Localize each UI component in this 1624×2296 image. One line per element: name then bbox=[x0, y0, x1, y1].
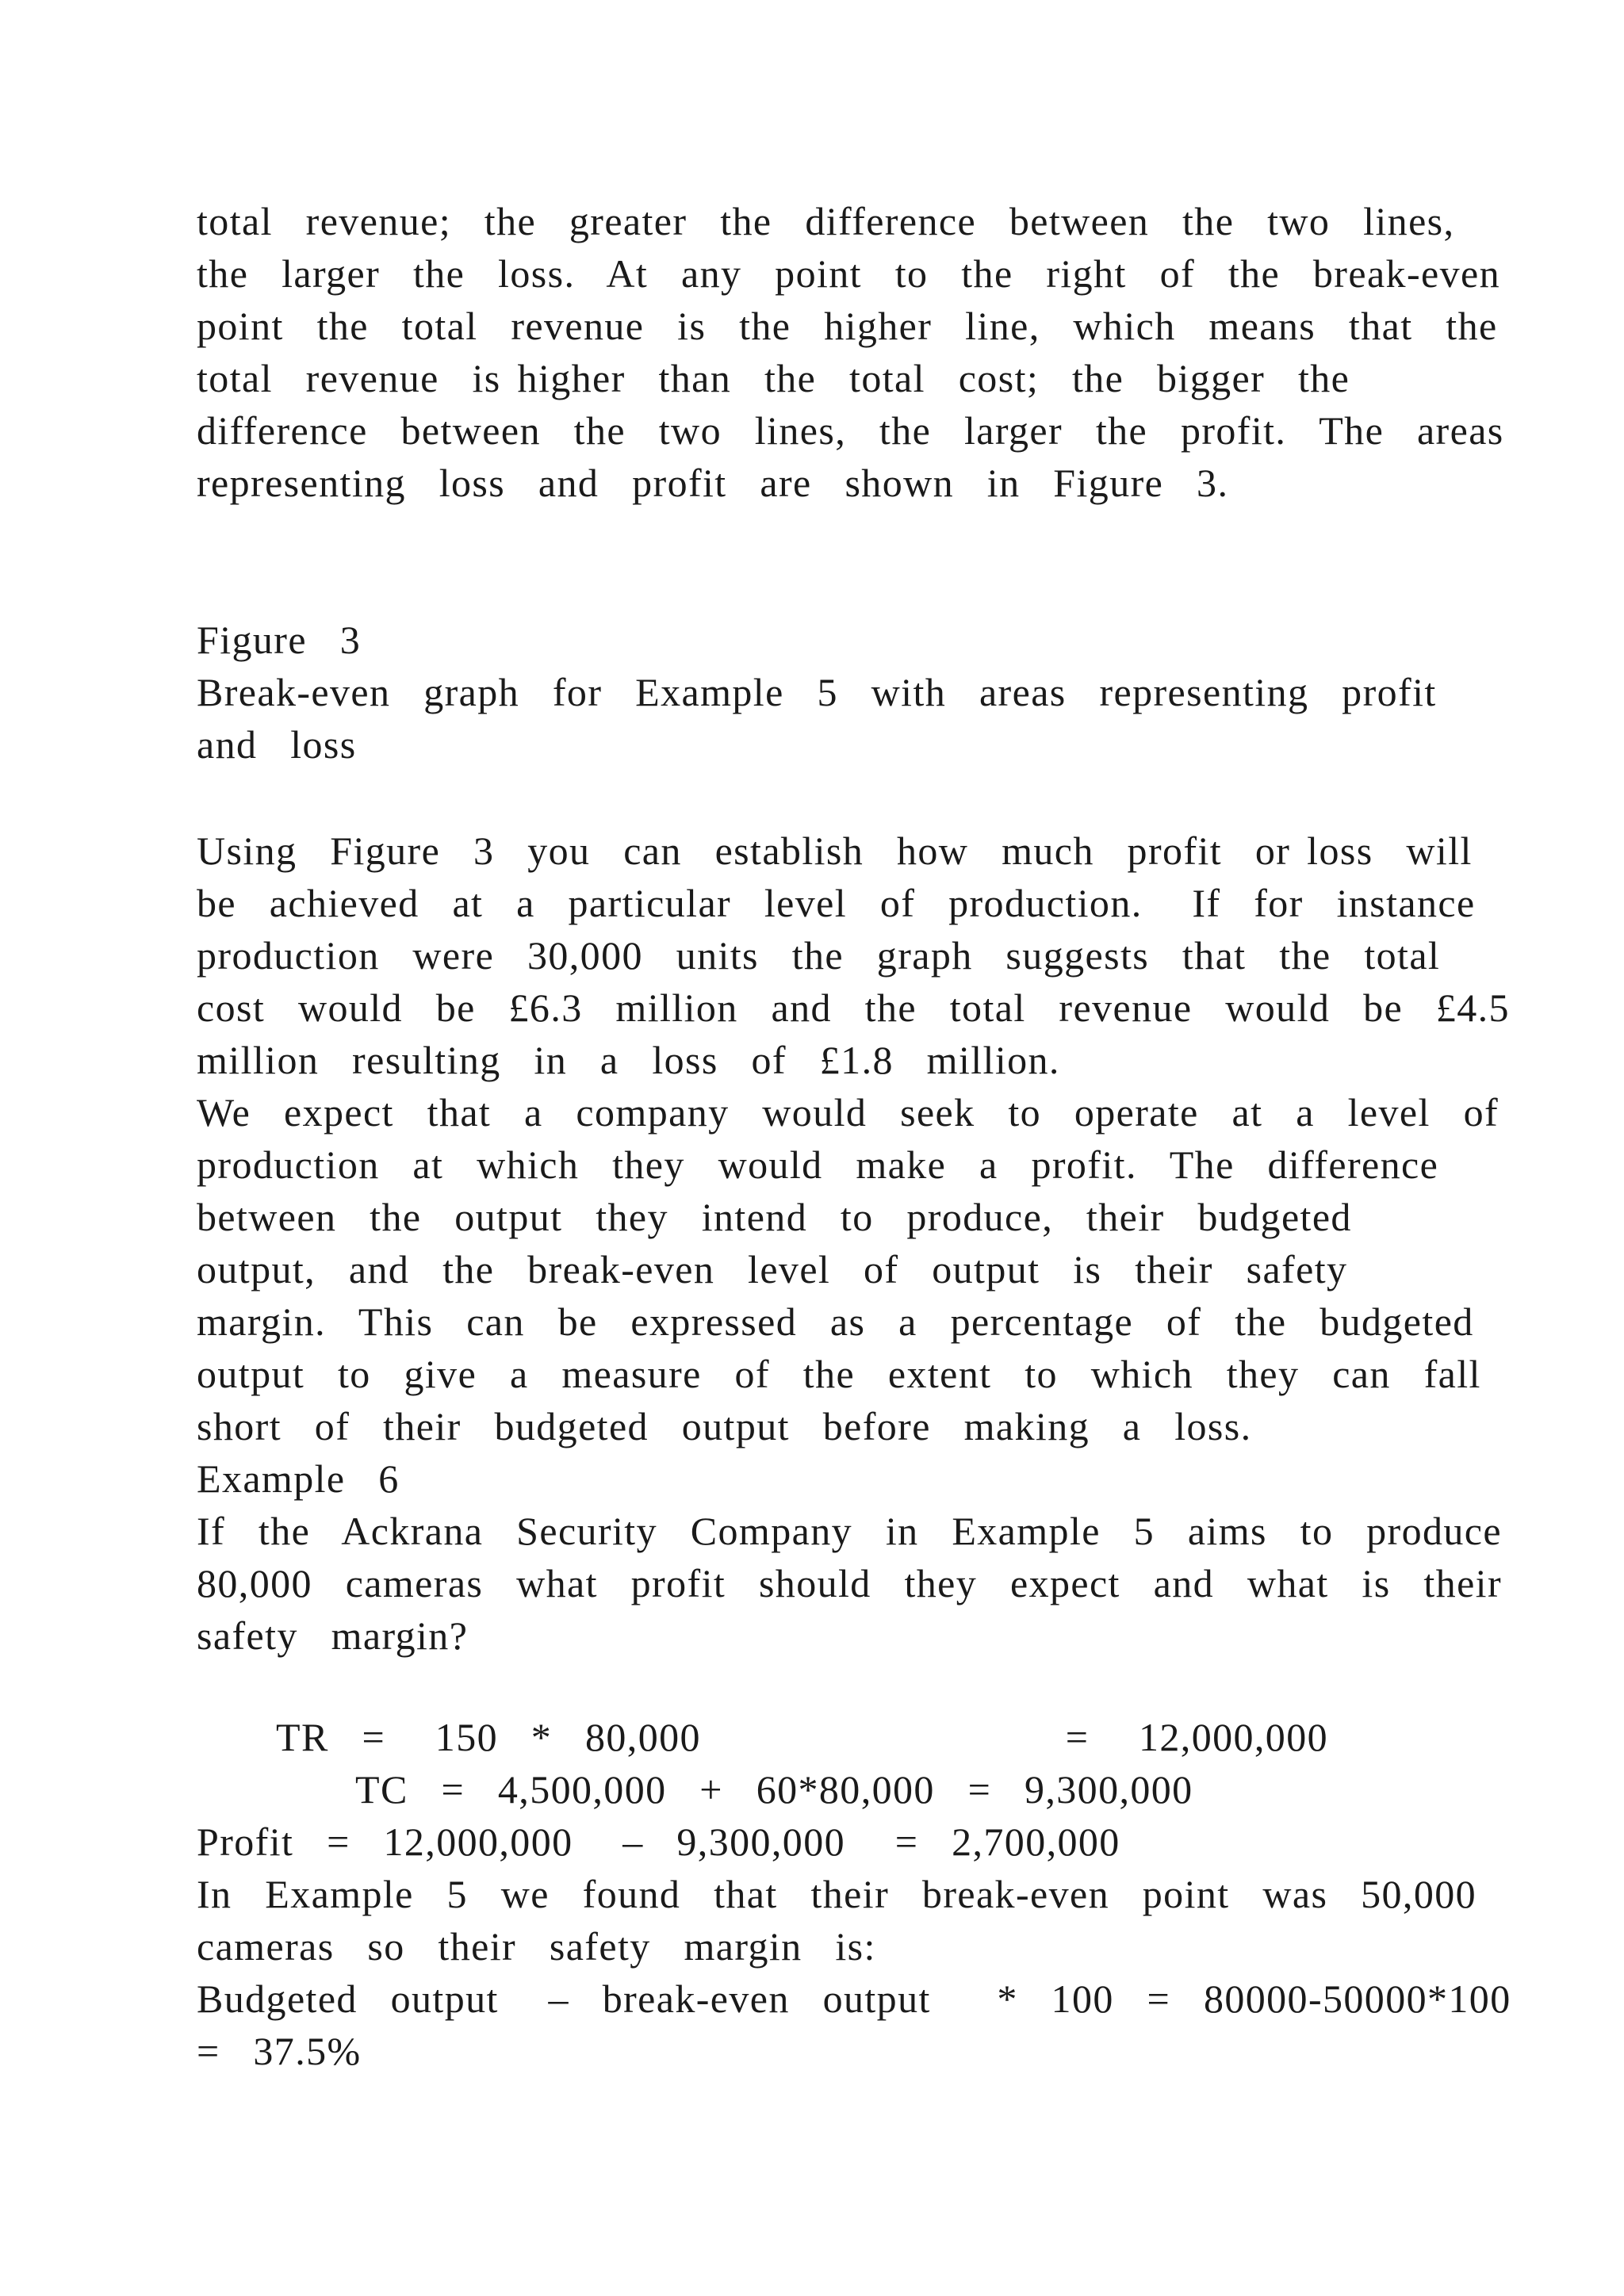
text-line: output, and the break-even level of output is their safety bbox=[197, 1247, 1348, 1292]
text-line: 80,000 cameras what profit should they expect and what is their bbox=[197, 1561, 1503, 1605]
text-line: the larger the loss. At any point to the right of the break-even bbox=[197, 251, 1500, 296]
text-line: safety margin? bbox=[197, 1613, 469, 1658]
text-line: If the Ackrana Security Company in Example 5 aims to produce bbox=[197, 1509, 1502, 1553]
total-cost-equation: TC = 4,500,000 + 60*80,000 = 9,300,000 bbox=[355, 1767, 1193, 1812]
text-line: production at which they would make a profit. The difference bbox=[197, 1142, 1439, 1187]
text-line: cost would be £6.3 million and the total revenue would be £4.5 bbox=[197, 985, 1510, 1030]
profit-equation: Profit = 12,000,000 – 9,300,000 = 2,700,000 bbox=[197, 1820, 1120, 1864]
text-line: between the output they intend to produce, their budgeted bbox=[197, 1195, 1352, 1239]
example-heading: Example 6 bbox=[197, 1456, 400, 1501]
text-line: production were 30,000 units the graph suggests that the total bbox=[197, 933, 1441, 978]
figure-caption: Break-even graph for Example 5 with areas representing profit bbox=[197, 670, 1437, 714]
text-line: total revenue; the greater the difference between the two lines, bbox=[197, 199, 1455, 243]
text-line: short of their budgeted output before making a loss. bbox=[197, 1404, 1252, 1448]
figure-caption: and loss bbox=[197, 722, 357, 767]
text-line: margin. This can be expressed as a percentage of the budgeted bbox=[197, 1299, 1474, 1344]
text-line: difference between the two lines, the larger the profit. The areas bbox=[197, 408, 1504, 453]
text-line: million resulting in a loss of £1.8 million. bbox=[197, 1038, 1060, 1082]
total-revenue-equation: TR = 150 * 80,000 = 12,000,000 bbox=[276, 1715, 1328, 1759]
safety-margin-equation: Budgeted output – break-even output * 100 = 80000-50000*100 bbox=[197, 1976, 1511, 2021]
text-line: output to give a measure of the extent to which they can fall bbox=[197, 1352, 1481, 1396]
text-line: Using Figure 3 you can establish how much profit or loss will bbox=[197, 828, 1473, 873]
safety-margin-result: = 37.5% bbox=[197, 2029, 362, 2073]
text-line: point the total revenue is the higher line, which means that the bbox=[197, 304, 1498, 348]
text-line: We expect that a company would seek to operate at a level of bbox=[197, 1090, 1500, 1135]
text-line: In Example 5 we found that their break-even point was 50,000 bbox=[197, 1872, 1477, 1916]
text-line: cameras so their safety margin is: bbox=[197, 1924, 876, 1969]
figure-label: Figure 3 bbox=[197, 618, 362, 662]
text-line: representing loss and profit are shown in Figure 3. bbox=[197, 461, 1229, 505]
text-line: be achieved at a particular level of production. If for instance bbox=[197, 881, 1476, 925]
text-line: total revenue is higher than the total cost; the bigger the bbox=[197, 356, 1350, 400]
